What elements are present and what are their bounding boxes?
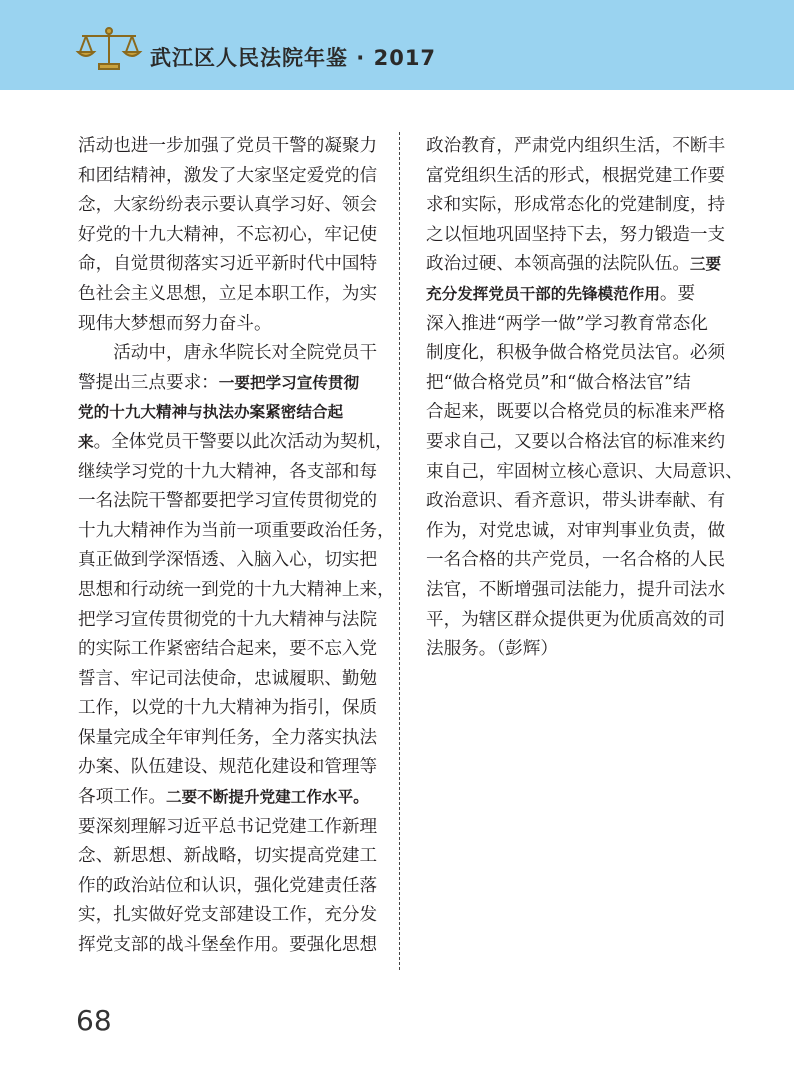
text-line [426,398,726,428]
text-line [426,546,726,576]
body-text: 把学习宣传贯彻党的十九大精神与法院 [78,609,378,630]
body-text: 之以恒地巩固坚持下去，努力锻造一支 [426,224,726,245]
body-text: 平，为辖区群众提供更为优质高效的司 [426,609,726,630]
body-text: 政治意识、看齐意识，带头讲奉献、有 [426,491,726,512]
page-number: 68 [76,1004,112,1037]
body-text: 十九大精神作为当前一项重要政治任务， [78,520,395,541]
body-text: 要求自己，又要以合格法官的标准来约 [426,431,726,452]
text-line [78,606,378,636]
body-text: 法官，不断增强司法能力，提升司法水 [426,579,726,600]
body-text: 挥党支部的战斗堡垒作用。要强化思想 [78,935,378,956]
body-text: 政治教育，严肃党内组织生活，不断丰 [426,136,726,156]
text-line [78,280,378,310]
text-line [78,339,378,369]
body-text: 命，自觉贯彻落实习近平新时代中国特 [78,254,378,275]
text-line [426,280,716,310]
text-line [426,191,726,221]
scales-of-justice-icon [74,26,144,72]
text-line [78,901,378,931]
body-text: 制度化，积极争做合格党员法官。必须 [426,343,726,364]
left-text-column [78,132,395,961]
body-text: 活动也进一步加强了党员干警的凝聚力 [78,136,378,156]
body-text: 要深刻理解习近平总书记党建工作新理 [78,816,378,837]
text-line [426,487,726,517]
body-text: 法服务。（彭辉） [426,639,558,660]
text-line [426,576,726,606]
text-line [78,635,378,665]
body-text: 现伟大梦想而努力奋斗。 [78,313,272,334]
text-line [426,369,716,399]
text-line [78,842,378,872]
text-line [78,487,378,517]
text-line [78,517,395,547]
body-text: 。要 [659,283,696,304]
right-text-column [426,132,743,665]
emphasized-text: 一要把学习宣传贯彻 [218,373,360,392]
body-text: 办案、队伍建设、规范化建设和管理等 [78,757,378,778]
text-line [426,635,716,665]
text-line [78,458,378,488]
body-text: 政治过硬、本领高强的法院队伍。 [426,254,690,275]
text-line [426,310,716,340]
text-line [78,665,378,695]
text-line [426,221,726,251]
emphasized-text: 党的十九大精神与执法办案紧密结合起 [78,403,344,422]
body-text: 一名法院干警都要把学习宣传贯彻党的 [78,491,378,512]
text-line [78,310,368,340]
text-line [78,813,378,843]
body-text: 合起来，既要以合格党员的标准来严格 [426,402,726,423]
body-text: 誓言、牢记司法使命，忠诚履职、勤勉 [78,668,378,689]
page-header [0,0,794,90]
body-text: 求和实际，形成常态化的党建制度，持 [426,195,726,216]
body-text: 的实际工作紧密结合起来，要不忘入党 [78,639,378,660]
emphasized-text: 二要不断提升党建工作水平。 [165,788,369,807]
body-text: 深入推进“两学一做”学习教育常态化 [426,313,708,334]
emphasized-text: 充分发挥党员干部的先锋模范作用 [426,284,660,303]
text-line [78,369,368,399]
body-text: 束自己，牢固树立核心意识、大局意识、 [426,461,743,482]
body-text: 警提出三点要求： [78,372,219,393]
text-line [78,872,378,902]
text-line [78,931,378,961]
body-text: 作为，对党忠诚，对审判事业负责，做 [426,520,726,541]
header-title: 武江区人民法院年鉴 · 2017 [150,46,437,70]
body-text: 。全体党员干警要以此次活动为契机， [93,431,393,452]
body-text: 和团结精神，激发了大家坚定爱党的信 [78,165,378,186]
text-line [78,221,378,251]
text-line [426,428,726,458]
text-line [78,250,378,280]
text-line [78,398,368,428]
column-divider [399,132,400,970]
body-text: 一名合格的共产党员，一名合格的人民 [426,550,726,571]
body-text: 保量完成全年审判任务，全力落实执法 [78,727,378,748]
body-text: 真正做到学深悟透、入脑入心，切实把 [78,550,378,571]
text-line [426,162,726,192]
text-line [78,694,378,724]
body-text: 各项工作。 [78,787,166,808]
text-line [78,724,378,754]
text-line [78,576,395,606]
body-text: 工作，以党的十九大精神为指引，保质 [78,698,378,719]
text-line [78,191,378,221]
emphasized-text: 三要 [689,255,722,274]
text-line [426,132,726,162]
text-line [426,606,726,636]
body-text: 色社会主义思想，立足本职工作，为实 [78,283,378,304]
body-text: 念、新思想、新战略，切实提高党建工 [78,846,378,867]
body-text: 继续学习党的十九大精神，各支部和每 [78,461,378,482]
text-line [78,132,378,162]
text-line [426,458,743,488]
body-text: 活动中，唐永华院长对全院党员干 [78,343,378,364]
body-text: 实，扎实做好党支部建设工作，充分发 [78,905,378,926]
body-text: 富党组织生活的形式，根据党建工作要 [426,165,726,186]
body-text: 把“做合格党员”和“做合格法官”结 [426,372,691,393]
body-text: 念，大家纷纷表示要认真学习好、领会 [78,195,378,216]
text-line [78,162,378,192]
body-text: 思想和行动统一到党的十九大精神上来， [78,579,395,600]
text-line [78,546,378,576]
text-line [426,339,726,369]
text-line [426,517,726,547]
text-line [78,783,368,813]
text-line [426,250,722,280]
text-line [78,753,378,783]
emphasized-text: 来 [78,432,94,451]
body-text: 作的政治站位和认识，强化党建责任落 [78,875,378,896]
body-text: 好党的十九大精神，不忘初心，牢记使 [78,224,378,245]
text-line [78,428,393,458]
